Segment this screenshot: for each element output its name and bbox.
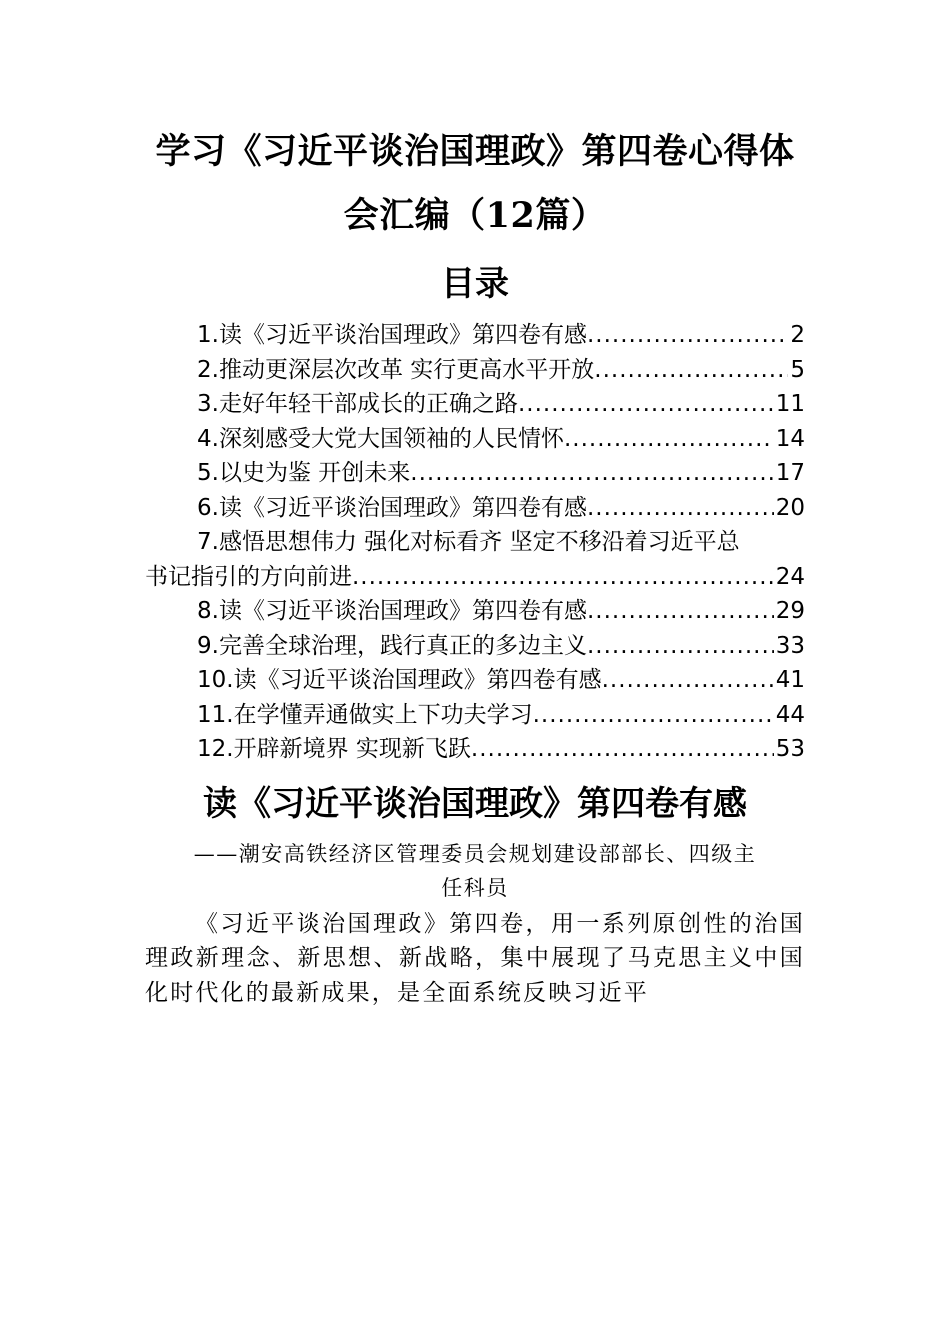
toc-item[interactable] xyxy=(145,422,805,457)
toc-leader-dots xyxy=(533,698,774,733)
toc-item[interactable] xyxy=(145,456,805,491)
toc-item-label: 2.推动更深层次改革 实行更高水平开放 xyxy=(197,356,595,383)
toc-item[interactable] xyxy=(145,732,805,767)
toc-item-label-line-2: 书记指引的方向前进 xyxy=(145,563,352,590)
toc-item-page: 11 xyxy=(775,391,805,417)
document-title xyxy=(145,120,805,248)
toc-item-label: 4.深刻感受大党大国领袖的人民情怀 xyxy=(197,425,564,452)
toc-leader-dots xyxy=(602,663,774,698)
article-body-paragraph: 《习近平谈治国理政》第四卷，用一系列原创性的治国理政新理念、新思想、新战略，集中展现了马克思主义中国化时代化的最新成果，是全面系统反映习近平 xyxy=(145,910,805,1006)
table-of-contents xyxy=(145,318,805,767)
toc-item-label: 9.完善全球治理，践行真正的多边主义 xyxy=(197,632,587,659)
toc-item-page: 29 xyxy=(775,598,805,624)
toc-leader-dots xyxy=(410,456,773,491)
toc-item-page: 2 xyxy=(790,322,805,348)
toc-item-label: 8.读《习近平谈治国理政》第四卷有感 xyxy=(197,598,587,624)
article-title: 读《习近平谈治国理政》第四卷有感 xyxy=(203,783,747,824)
toc-item-page: 5 xyxy=(790,356,805,383)
document-page xyxy=(145,120,805,1010)
toc-item-label: 3.走好年轻干部成长的正确之路 xyxy=(197,391,518,417)
toc-leader-dots xyxy=(587,629,774,664)
toc-item[interactable] xyxy=(145,594,805,629)
toc-item-page: 14 xyxy=(775,425,805,452)
toc-item[interactable] xyxy=(145,318,805,353)
toc-item-page: 53 xyxy=(775,736,805,762)
toc-item[interactable] xyxy=(145,698,805,733)
article-byline-line-1: ——潮安高铁经济区管理委员会规划建设部部长、四级主 xyxy=(193,841,757,866)
toc-leader-dots xyxy=(564,422,774,457)
toc-item-label-line-1: 7.感悟思想伟力 强化对标看齐 坚定不移沿着习近平总 xyxy=(197,529,740,555)
toc-leader-dots xyxy=(594,353,788,388)
toc-item[interactable] xyxy=(145,387,805,422)
toc-item-label: 6.读《习近平谈治国理政》第四卷有感 xyxy=(197,494,587,521)
toc-item[interactable] xyxy=(145,491,805,526)
toc-leader-dots xyxy=(587,318,788,353)
toc-item[interactable] xyxy=(145,525,805,594)
toc-item-label: 12.开辟新境界 实现新飞跃 xyxy=(197,736,471,762)
toc-leader-dots xyxy=(518,387,774,422)
toc-item-page: 17 xyxy=(775,460,805,486)
toc-item-label: 11.在学懂弄通做实上下功夫学习 xyxy=(197,701,533,728)
toc-leader-dots xyxy=(587,491,774,526)
toc-item-page: 44 xyxy=(775,701,805,728)
toc-leader-dots xyxy=(471,732,774,767)
toc-item-page: 33 xyxy=(775,632,805,659)
document-title-line-2: 会汇编（12篇） xyxy=(343,195,607,236)
toc-heading: 目录 xyxy=(441,264,509,304)
toc-leader-dots xyxy=(352,560,774,595)
toc-leader-dots xyxy=(587,594,774,629)
toc-item-label: 10.读《习近平谈治国理政》第四卷有感 xyxy=(197,667,602,693)
article-byline xyxy=(145,837,805,905)
toc-item[interactable] xyxy=(145,353,805,388)
toc-item-label: 1.读《习近平谈治国理政》第四卷有感 xyxy=(197,322,587,348)
toc-item-page: 20 xyxy=(775,494,805,521)
toc-item[interactable] xyxy=(145,663,805,698)
document-title-line-1: 学习《习近平谈治国理政》第四卷心得体 xyxy=(155,131,795,172)
toc-item[interactable] xyxy=(145,629,805,664)
toc-item-page: 41 xyxy=(775,667,805,693)
article-byline-line-2: 任科员 xyxy=(441,875,509,900)
toc-item-page: 24 xyxy=(775,563,805,590)
toc-item-label: 5.以史为鉴 开创未来 xyxy=(197,460,411,486)
